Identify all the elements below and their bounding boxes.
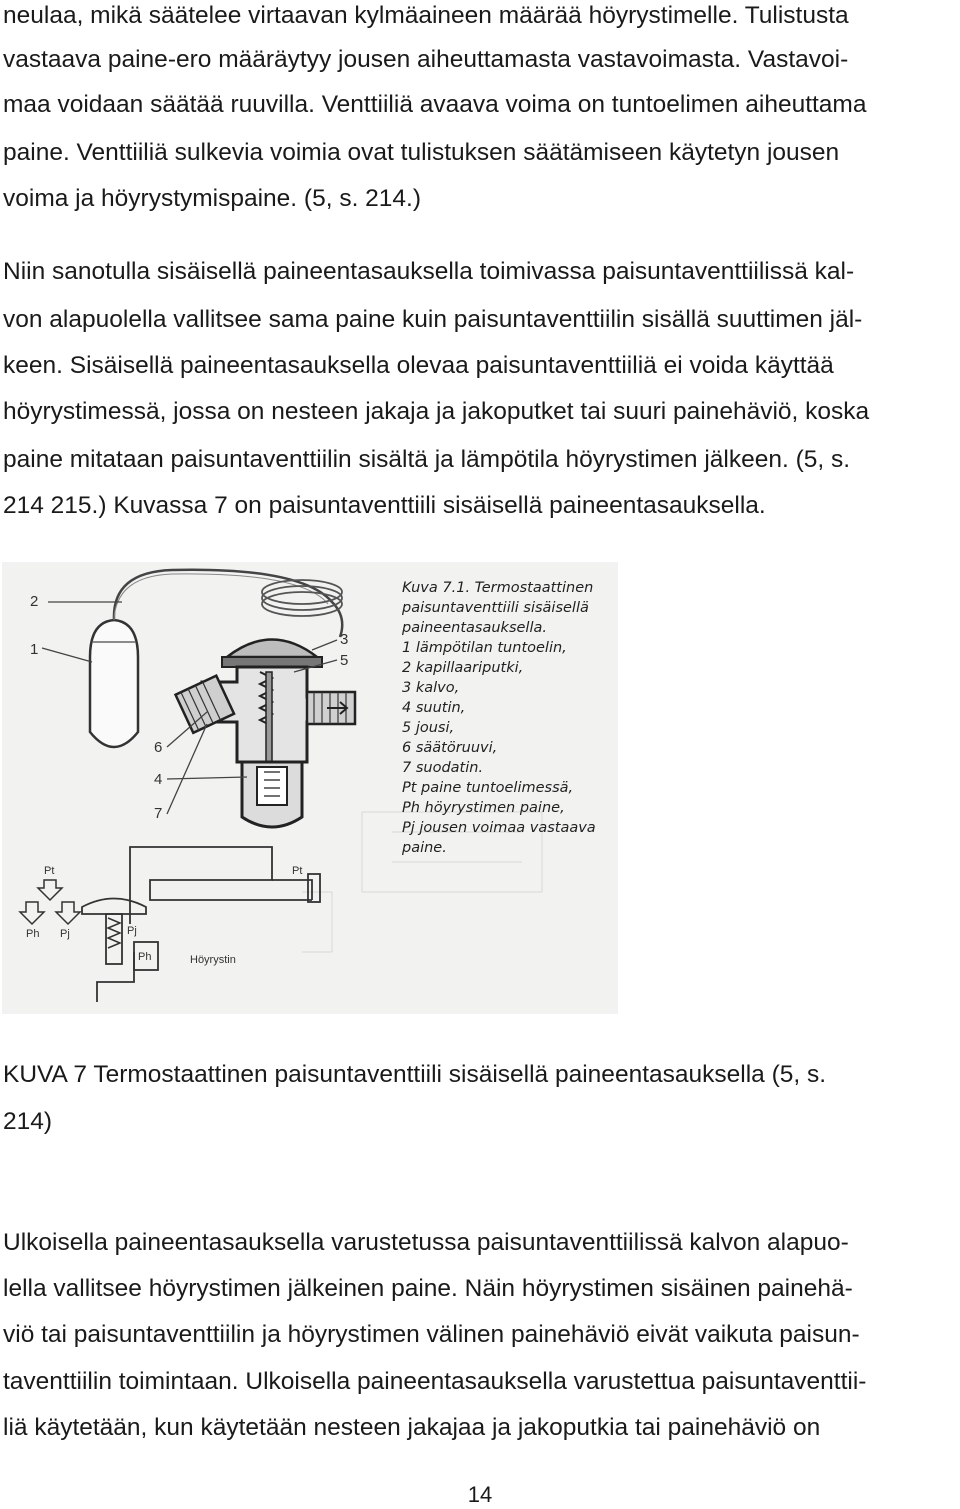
paragraph2-line-5: paine mitataan paisuntaventtiilin sisältä ja lämpötila höyrystimen jälkeen. (5, s. (3, 446, 851, 473)
fig-caption-line-11: Pt paine tuntoelimessä, (402, 780, 574, 796)
paragraph3-line-1: Ulkoisella paineentasauksella varustetussa paisuntaventtiilissä kalvon alapuo- (3, 1229, 849, 1256)
fig-caption-line-10: 7 suodatin. (402, 760, 484, 776)
fig-caption-line-2: paisuntaventtiili sisäisellä (402, 600, 589, 616)
paragraph2-line-1: Niin sanotulla sisäisellä paineentasauksella toimivassa paisuntaventtiilissä kal- (3, 258, 855, 285)
paragraph3-line-5: liä käytetään, kun käytetään nesteen jakajaa ja jakoputkia tai painehäviö on (3, 1414, 821, 1441)
label-pj-arrow: Pj (60, 928, 70, 940)
paragraph2-line-4: höyrystimessä, jossa on nesteen jakaja ja jakoputket tai suuri painehäviö, koska (3, 398, 870, 425)
fig-caption-line-13: Pj jousen voimaa vastaava (402, 820, 596, 836)
fig-caption-line-6: 3 kalvo, (402, 680, 460, 696)
fig-caption-line-3: paineentasauksella. (402, 620, 547, 636)
paragraph1-line-1: neulaa, mikä säätelee virtaavan kylmäaineen määrää höyrystimelle. Tulistusta (3, 2, 849, 29)
label-ph-valve: Ph (138, 951, 152, 963)
figure-caption-line-1: KUVA 7 Termostaattinen paisuntaventtiili sisäisellä paineentasauksella (5, s. (3, 1061, 827, 1088)
fig-caption-line-9: 6 säätöruuvi, (402, 740, 498, 756)
label-pj-valve: Pj (127, 925, 137, 937)
fig-caption-line-5: 2 kapillaariputki, (402, 660, 524, 676)
label-6: 6 (154, 739, 163, 756)
paragraph2-line-6: 214 215.) Kuvassa 7 on paisuntaventtiili sisäisellä paineentasauksella. (3, 492, 766, 519)
paragraph1-line-3: maa voidaan säätää ruuvilla. Venttiiliä avaava voima on tuntoelimen aiheuttama (3, 91, 867, 118)
paragraph1-line-2: vastaava paine-ero määräytyy jousen aiheuttamasta vastavoimasta. Vastavoi- (3, 46, 849, 73)
fig-caption-line-7: 4 suutin, (402, 700, 466, 716)
fig-caption-line-4: 1 lämpötilan tuntoelin, (402, 640, 567, 656)
valve-figure (2, 562, 618, 1014)
label-1: 1 (30, 641, 39, 658)
label-pt-pipe: Pt (292, 865, 303, 877)
label-pt-arrow: Pt (44, 865, 55, 877)
label-2: 2 (30, 593, 39, 610)
paragraph1-line-5: voima ja höyrystymispaine. (5, s. 214.) (3, 185, 422, 212)
fig-caption-line-8: 5 jousi, (402, 720, 455, 736)
label-hoyrystin: Höyrystin (190, 954, 236, 966)
fig-caption-line-1: Kuva 7.1. Termostaattinen (402, 580, 594, 596)
page-number: 14 (467, 1482, 493, 1507)
fig-caption-line-12: Ph höyrystimen paine, (402, 800, 565, 816)
paragraph1-line-4: paine. Venttiiliä sulkevia voimia ovat tulistuksen säätämiseen käytetyn jousen (3, 139, 840, 166)
label-5: 5 (340, 652, 349, 669)
paragraph2-line-2: von alapuolella vallitsee sama paine kuin paisuntaventtiilin sisällä suuttimen jäl- (3, 306, 863, 333)
label-4: 4 (154, 771, 163, 788)
paragraph2-line-3: keen. Sisäisellä paineentasauksella olevaa paisuntaventtiiliä ei voida käyttää (3, 352, 834, 379)
paragraph3-line-3: viö tai paisuntaventtiilin ja höyrystimen välinen painehäviö eivät vaikuta paisun- (3, 1321, 860, 1348)
label-3: 3 (340, 631, 349, 648)
sensing-bulb (90, 620, 138, 747)
valve-diagram (2, 562, 618, 1014)
fig-caption-line-14: paine. (402, 840, 447, 856)
label-ph-arrow: Ph (26, 928, 40, 940)
paragraph3-line-4: taventtiilin toimintaan. Ulkoisella paineentasauksella varustettua paisuntaventtii- (3, 1368, 867, 1395)
figure-caption-line-2: 214) (3, 1108, 53, 1135)
label-7: 7 (154, 805, 163, 822)
paragraph3-line-2: lella vallitsee höyrystimen jälkeinen paine. Näin höyrystimen sisäinen painehä- (3, 1275, 853, 1302)
